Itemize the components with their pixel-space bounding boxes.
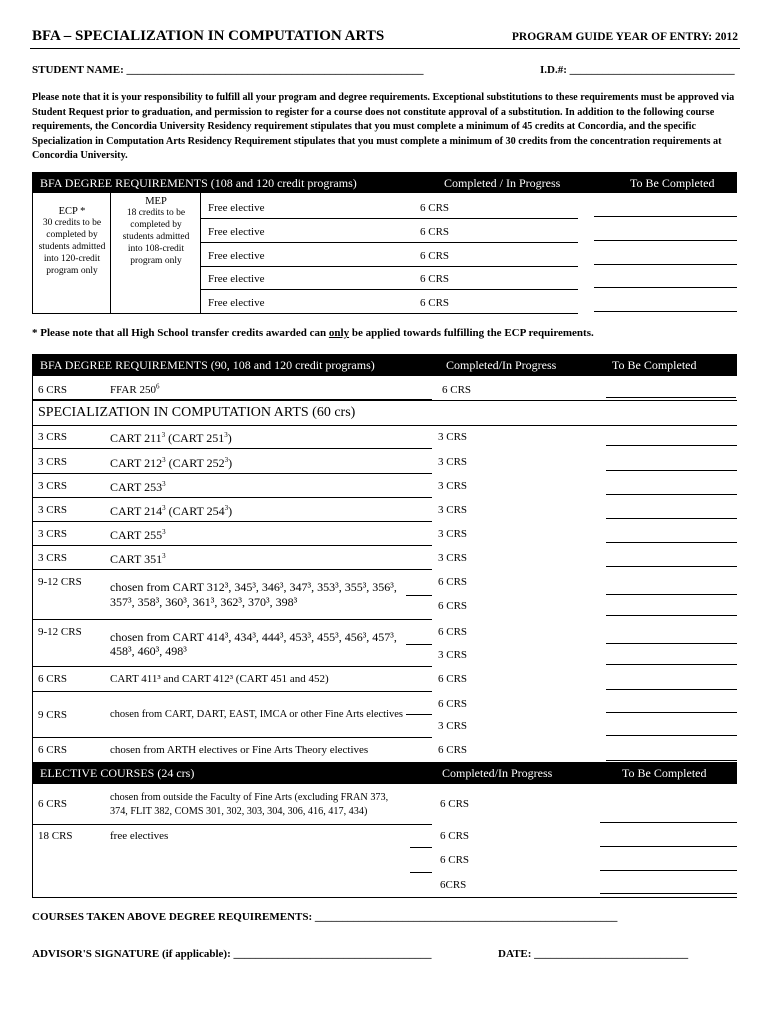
section2-tobe-header: To Be Completed — [612, 358, 697, 372]
arth-electives-row — [32, 738, 737, 762]
to-be-completed-line[interactable] — [606, 542, 737, 543]
row-line — [200, 242, 578, 243]
row-course: CART 411³ and CART 412³ (CART 451 and 452) — [110, 673, 329, 685]
row-line — [200, 218, 578, 219]
to-be-completed-line[interactable] — [606, 735, 737, 736]
date-field[interactable]: DATE: ____________________________ — [498, 948, 689, 960]
s1-left-border — [32, 193, 33, 314]
row-line — [32, 737, 432, 738]
elective-row-outside — [32, 784, 737, 824]
cart-411-412-row — [32, 667, 737, 691]
row-credits: 6 CRS — [440, 830, 470, 842]
row-credits: 3 CRS — [438, 528, 468, 540]
to-be-completed-line[interactable] — [600, 870, 737, 871]
row-course-line1: chosen from CART 312³, 345³, 346³, 347³, 353³, 355³, 356³, — [110, 580, 397, 594]
to-be-completed-line[interactable] — [606, 494, 737, 495]
row-crs: 18 CRS — [38, 830, 73, 842]
to-be-completed-line[interactable] — [606, 760, 737, 761]
advisor-signature-field[interactable]: ADVISOR'S SIGNATURE (if applicable): ____________________________________ — [32, 948, 432, 960]
section1-completed-header: Completed / In Progress — [444, 176, 561, 190]
row-crs: 6 CRS — [38, 744, 68, 756]
credit-line — [410, 872, 432, 873]
row-crs: 3 CRS — [38, 456, 68, 468]
row-crs: 6 CRS — [38, 384, 68, 396]
ecp-title: ECP * — [58, 206, 86, 217]
row-line — [200, 313, 578, 314]
row-credits: 3 CRS — [438, 720, 468, 732]
row-crs: 9-12 CRS — [38, 626, 82, 638]
fine-arts-electives-row — [32, 692, 737, 738]
s1-col-divider — [110, 193, 111, 314]
row-crs: 3 CRS — [38, 552, 68, 564]
row-credits: 6 CRS — [438, 673, 468, 685]
row-credits: 6 CRS — [420, 297, 450, 309]
row-credits: 3 CRS — [438, 480, 468, 492]
to-be-completed-line[interactable] — [606, 643, 737, 644]
chosen-from-group-300 — [32, 570, 737, 620]
mep-text: 18 credits to be completed by students admitted into 108-credit program only — [122, 208, 190, 266]
credit-line — [410, 847, 432, 848]
to-be-completed-line[interactable] — [606, 664, 737, 665]
row-course: Free elective — [208, 250, 265, 262]
row-course: chosen from ARTH electives or Fine Arts Theory electives — [110, 744, 369, 756]
row-credits: 3 CRS — [438, 431, 468, 443]
row-credits: 6 CRS — [438, 626, 468, 638]
to-be-completed-line[interactable] — [606, 615, 737, 616]
row-crs: 9-12 CRS — [38, 576, 82, 588]
section4-header — [32, 762, 737, 784]
row-crs: 9 CRS — [38, 709, 68, 721]
row-course-line2: 374, FLIT 382, COMS 301, 302, 303, 304, 306, 416, 417, 434) — [110, 806, 368, 817]
row-crs: 6 CRS — [38, 673, 68, 685]
to-be-completed-line[interactable] — [606, 594, 737, 595]
row-course: chosen from CART, DART, EAST, IMCA or other Fine Arts electives — [110, 709, 403, 720]
row-course: CART $253^3$ — [110, 480, 166, 494]
program-year: PROGRAM GUIDE YEAR OF ENTRY: 2012 — [511, 31, 738, 43]
section1-header — [32, 172, 737, 193]
row-line — [32, 666, 432, 667]
to-be-completed-line[interactable] — [594, 240, 737, 241]
row-course-line1: chosen from outside the Faculty of Fine Arts (excluding FRAN 373, — [110, 792, 389, 803]
row-credits: 3 CRS — [438, 552, 468, 564]
row-credits: 6 CRS — [440, 854, 470, 866]
s1-bottom-border — [32, 313, 200, 314]
section4-completed-header: Completed/In Progress — [442, 766, 553, 780]
section2-header — [32, 354, 737, 376]
row-crs: 3 CRS — [38, 431, 68, 443]
row-credits: 6CRS — [440, 879, 467, 891]
title-bar — [30, 28, 740, 49]
credit-line — [406, 595, 432, 596]
id-field[interactable]: I.D.#: ______________________________ — [540, 64, 735, 76]
row-course-line2: 357³, 358³, 360³, 361³, 362³, 370³, 398³ — [110, 595, 298, 609]
row-course: FFAR $250^6$ — [110, 382, 160, 396]
to-be-completed-line[interactable] — [606, 397, 736, 398]
s4-bottom-border — [32, 897, 737, 898]
row-credits: 6 CRS — [438, 576, 468, 588]
row-line — [32, 691, 432, 692]
row-course: CART $211^3$ (CART $251^3$) — [110, 431, 232, 445]
row-line — [32, 448, 432, 449]
row-credits: 3 CRS — [438, 504, 468, 516]
credit-line — [406, 714, 432, 715]
row-credits: 6 CRS — [420, 202, 450, 214]
row-credits: 3 CRS — [438, 649, 468, 661]
section1-heading: BFA DEGREE REQUIREMENTS (108 and 120 credit programs) — [40, 176, 357, 190]
student-name-field[interactable]: STUDENT NAME: ______________________________________________________ — [32, 64, 424, 76]
section2-heading: BFA DEGREE REQUIREMENTS (90, 108 and 120 credit programs) — [40, 358, 375, 372]
to-be-completed-line[interactable] — [600, 893, 737, 894]
row-credits: 6 CRS — [440, 798, 470, 810]
row-course-line2: 458³, 460³, 498³ — [110, 644, 187, 658]
intro-paragraph: Please note that it is your responsibility to fulfill all your program and degree requirements. Exceptional substitutions to these requirements must be approved via Student Request prior to graduation, and permission to register for a course does not constitute approval of a substitution. In addition to the following course requirements, the Concordia University Residency requirement stipulates that you must complete a minimum of 45 credits at Concordia, and the specific Specialization in Computation Arts Residency Requirement stipulates that you must complete a minimum of 30 credits from the concentration requirements at Concordia University. — [32, 92, 735, 161]
row-crs: 3 CRS — [38, 528, 68, 540]
section4-heading: ELECTIVE COURSES (24 crs) — [40, 766, 195, 780]
row-credits: 3 CRS — [438, 456, 468, 468]
ecp-note: * Please note that all High School transfer credits awarded can only be applied towards fulfilling the ECP requirements. — [32, 327, 594, 339]
row-line — [32, 619, 432, 620]
row-course: Free elective — [208, 226, 265, 238]
to-be-completed-line[interactable] — [606, 518, 737, 519]
section3-header — [32, 400, 737, 426]
row-credits: 6 CRS — [438, 744, 468, 756]
row-crs: 3 CRS — [38, 504, 68, 516]
mep-box — [118, 196, 194, 267]
courses-above-field[interactable]: COURSES TAKEN ABOVE DEGREE REQUIREMENTS: _______________________________________________________ — [32, 911, 618, 923]
section3-heading: SPECIALIZATION IN COMPUTATION ARTS (60 crs) — [38, 405, 356, 420]
credit-line — [406, 644, 432, 645]
page-title: BFA – SPECIALIZATION IN COMPUTATION ARTS — [32, 28, 385, 44]
section1-tobe-header: To Be Completed — [630, 176, 715, 190]
mep-title: MEP — [145, 196, 167, 207]
section2-completed-header: Completed/In Progress — [446, 358, 557, 372]
to-be-completed-line[interactable] — [606, 566, 737, 567]
row-line — [200, 266, 578, 267]
row-credits: 6 CRS — [420, 226, 450, 238]
section4-tobe-header: To Be Completed — [622, 766, 707, 780]
row-course: free electives — [110, 830, 169, 842]
to-be-completed-line[interactable] — [594, 264, 737, 265]
row-crs: 3 CRS — [38, 480, 68, 492]
row-course: Free elective — [208, 297, 265, 309]
to-be-completed-line[interactable] — [594, 311, 737, 312]
to-be-completed-line[interactable] — [606, 445, 737, 446]
row-credits: 6 CRS — [438, 600, 468, 612]
to-be-completed-line[interactable] — [606, 470, 737, 471]
to-be-completed-line[interactable] — [594, 216, 737, 217]
row-course: Free elective — [208, 273, 265, 285]
to-be-completed-line[interactable] — [600, 822, 737, 823]
row-course-line1: chosen from CART 414³, 434³, 444³, 453³, 455³, 456³, 457³, — [110, 630, 397, 644]
row-crs: 6 CRS — [38, 798, 68, 810]
row-credits: 6 CRS — [420, 273, 450, 285]
row-course: CART $212^3$ (CART $252^3$) — [110, 456, 233, 470]
row-course: Free elective — [208, 202, 265, 214]
row-line — [200, 289, 578, 290]
row-course: CART $351^3$ — [110, 552, 166, 566]
row-course: CART $255^3$ — [110, 528, 166, 542]
row-credits: 6 CRS — [442, 384, 472, 396]
s4-left-border — [32, 784, 33, 898]
to-be-completed-line[interactable] — [600, 846, 737, 847]
elective-row-free — [32, 824, 737, 898]
ecp-box — [36, 206, 108, 277]
row-credits: 6 CRS — [438, 698, 468, 710]
row-credits: 6 CRS — [420, 250, 450, 262]
to-be-completed-line[interactable] — [606, 712, 737, 713]
row-course: CART $214^3$ (CART $254^3$) — [110, 504, 233, 518]
ecp-text: 30 credits to be completed by students admitted into 120-credit program only — [38, 218, 106, 276]
to-be-completed-line[interactable] — [594, 287, 737, 288]
to-be-completed-line[interactable] — [606, 689, 737, 690]
